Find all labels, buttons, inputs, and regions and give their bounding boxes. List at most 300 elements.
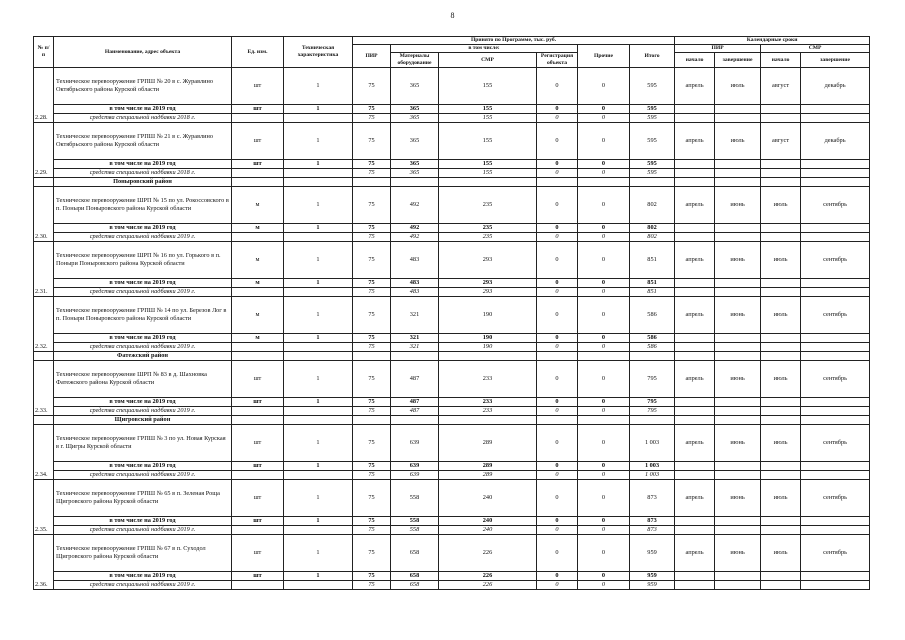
cell-pir: 75 [353,242,391,279]
cell-materials: 658 [391,581,439,590]
page-number: 8 [450,11,455,20]
header-accepted: Принято по Программе, тыс. руб. [353,37,675,45]
cell-pir: 75 [353,233,391,242]
cell-pir: 75 [353,572,391,581]
row-number: 2.35. [34,480,54,535]
cell-tech: 1 [284,105,353,114]
row-number: 2.34. [34,425,54,480]
cell-tech [284,526,353,535]
cell-total: 959 [630,581,675,590]
cell-pir-end: июль [715,123,761,160]
cell-unit: шт [232,480,284,517]
empty-cell [675,169,715,178]
cell-total: 795 [630,407,675,416]
row-number: 2.28. [34,68,54,123]
table-row-sub [34,398,870,407]
empty-cell [675,334,715,343]
cell-tech [284,233,353,242]
cell-unit: шт [232,572,284,581]
empty-cell [284,416,353,425]
cell-reg: 0 [537,398,578,407]
cell-total: 959 [630,572,675,581]
cell-unit: м [232,334,284,343]
empty-cell [801,572,870,581]
cell-smr-start: июль [761,480,801,517]
cell-total: 595 [630,169,675,178]
header-calendar: Календарные сроки [675,37,870,45]
cell-materials: 365 [391,160,439,169]
empty-cell [715,416,761,425]
cell-reg: 0 [537,361,578,398]
empty-cell [761,581,801,590]
cell-other: 0 [578,233,630,242]
funding-label: средства специальной надбавки 2019 г. [54,581,232,590]
cell-smr: 235 [439,233,537,242]
district-name: Щигровский район [54,416,232,425]
empty-cell [715,407,761,416]
empty-cell [232,178,284,187]
header-row-1 [34,37,870,45]
empty-cell [801,352,870,361]
table-row-fund [34,343,870,352]
empty-cell [675,526,715,535]
cell-pir-start: апрель [675,187,715,224]
cell-smr: 293 [439,279,537,288]
cell-tech: 1 [284,123,353,160]
cell-materials: 321 [391,297,439,334]
object-name: Техническое перевооружение ШРП № 15 по ул. Рокоссовского в п. Поныри Поныровского района Курской области [54,187,232,224]
cell-reg: 0 [537,242,578,279]
empty-cell [715,398,761,407]
row-number-empty [34,178,54,187]
empty-cell [801,462,870,471]
cell-pir-start: апрель [675,480,715,517]
cell-unit [232,407,284,416]
empty-cell [801,581,870,590]
cell-other: 0 [578,361,630,398]
cell-pir: 75 [353,517,391,526]
cell-reg: 0 [537,187,578,224]
table-row-fund [34,526,870,535]
empty-cell [675,224,715,233]
cell-smr: 233 [439,407,537,416]
empty-cell [761,343,801,352]
cell-other: 0 [578,535,630,572]
cell-smr-start: июль [761,535,801,572]
cell-total: 851 [630,279,675,288]
empty-cell [801,471,870,480]
cell-other: 0 [578,407,630,416]
empty-cell [675,288,715,297]
cell-other: 0 [578,242,630,279]
empty-cell [801,416,870,425]
cell-smr-start: август [761,123,801,160]
empty-cell [353,416,391,425]
cell-pir-start: апрель [675,123,715,160]
cell-tech [284,407,353,416]
object-name: Техническое перевооружение ГРПШ № 14 по ул. Березов Лог в п. Поныри Поныровского района Курской области [54,297,232,334]
table-row-main [34,361,870,398]
header-pir-start: начало [675,53,715,68]
cell-unit: шт [232,517,284,526]
table-row-main [34,480,870,517]
table-row-fund [34,169,870,178]
cell-materials: 639 [391,471,439,480]
cell-pir: 75 [353,114,391,123]
cell-pir: 75 [353,288,391,297]
cell-smr-end: сентябрь [801,480,870,517]
cell-smr-start: июль [761,242,801,279]
cell-pir: 75 [353,425,391,462]
cell-reg: 0 [537,343,578,352]
cell-reg: 0 [537,123,578,160]
cell-materials: 558 [391,526,439,535]
header-total: Итого [630,45,675,68]
cell-pir-end: июнь [715,480,761,517]
empty-cell [801,105,870,114]
cell-materials: 483 [391,288,439,297]
cell-pir-end: июнь [715,361,761,398]
cell-materials: 365 [391,123,439,160]
cell-unit: шт [232,123,284,160]
empty-cell [675,581,715,590]
cell-total: 851 [630,242,675,279]
cell-smr: 226 [439,572,537,581]
year-subtotal-label: в том числе на 2019 год [54,105,232,114]
cell-other: 0 [578,398,630,407]
cell-total: 586 [630,343,675,352]
empty-cell [801,407,870,416]
object-name: Техническое перевооружение ШРП № 16 по ул. Горького в п. Поныри Поныровского района Курской области [54,242,232,279]
table-row-main [34,187,870,224]
program-table [33,36,870,590]
district-name: Поныровский район [54,178,232,187]
cell-materials: 558 [391,480,439,517]
cell-tech: 1 [284,480,353,517]
empty-cell [761,462,801,471]
cell-reg: 0 [537,517,578,526]
cell-smr: 293 [439,242,537,279]
table-row-fund [34,233,870,242]
cell-smr: 240 [439,480,537,517]
cell-other: 0 [578,572,630,581]
table-row-fund [34,114,870,123]
cell-smr: 155 [439,123,537,160]
cell-reg: 0 [537,169,578,178]
empty-cell [391,416,439,425]
cell-unit [232,288,284,297]
object-name: Техническое перевооружение ГРПШ № 20 в с. Журавлино Октябрьского района Курской области [54,68,232,105]
empty-cell [761,169,801,178]
header-incl: в том числе: [391,45,578,53]
cell-pir: 75 [353,224,391,233]
cell-smr: 240 [439,526,537,535]
year-subtotal-label: в том числе на 2019 год [54,279,232,288]
object-name: Техническое перевооружение ГРПШ № 67 в п. Суходол Щигровского района Курской области [54,535,232,572]
cell-other: 0 [578,517,630,526]
cell-total: 959 [630,535,675,572]
cell-smr-end: сентябрь [801,535,870,572]
empty-cell [537,178,578,187]
empty-cell [630,178,675,187]
cell-other: 0 [578,114,630,123]
cell-smr-end: сентябрь [801,187,870,224]
cell-tech: 1 [284,160,353,169]
cell-smr: 233 [439,398,537,407]
cell-pir-end: июнь [715,297,761,334]
cell-unit [232,343,284,352]
empty-cell [715,471,761,480]
cell-pir: 75 [353,535,391,572]
cell-smr: 235 [439,187,537,224]
empty-cell [761,352,801,361]
header-name: Наименование, адрес объекта [54,37,232,68]
table-row-main [34,297,870,334]
cell-smr-end: сентябрь [801,242,870,279]
year-subtotal-label: в том числе на 2019 год [54,160,232,169]
table-row-main [34,68,870,105]
cell-unit [232,581,284,590]
empty-cell [675,343,715,352]
empty-cell [761,160,801,169]
table-row-fund [34,288,870,297]
empty-cell [715,572,761,581]
empty-cell [391,352,439,361]
empty-cell [801,343,870,352]
cell-materials: 487 [391,407,439,416]
empty-cell [675,352,715,361]
cell-pir: 75 [353,297,391,334]
year-subtotal-label: в том числе на 2019 год [54,462,232,471]
empty-cell [761,288,801,297]
cell-reg: 0 [537,68,578,105]
cell-smr: 235 [439,224,537,233]
row-number: 2.36. [34,535,54,590]
table-row-sub [34,279,870,288]
cell-materials: 321 [391,334,439,343]
cell-tech: 1 [284,535,353,572]
cell-smr-start: июль [761,297,801,334]
cell-pir: 75 [353,343,391,352]
funding-label: средства специальной надбавки 2018 г. [54,114,232,123]
cell-smr: 190 [439,297,537,334]
cell-tech: 1 [284,462,353,471]
cell-other: 0 [578,279,630,288]
empty-cell [761,233,801,242]
cell-materials: 483 [391,242,439,279]
table-body [34,37,870,590]
cell-other: 0 [578,224,630,233]
table-row-sub [34,105,870,114]
cell-smr: 155 [439,169,537,178]
cell-pir-end: июнь [715,535,761,572]
empty-cell [675,572,715,581]
cell-other: 0 [578,334,630,343]
header-num: № п/п [34,37,54,68]
cell-tech: 1 [284,224,353,233]
cell-total: 586 [630,334,675,343]
cell-pir-end: июнь [715,242,761,279]
cell-pir: 75 [353,68,391,105]
empty-cell [761,398,801,407]
empty-cell [801,517,870,526]
cell-pir: 75 [353,398,391,407]
row-number: 2.29. [34,123,54,178]
cell-tech: 1 [284,572,353,581]
empty-cell [801,526,870,535]
cell-materials: 365 [391,68,439,105]
cell-unit: м [232,242,284,279]
cell-unit [232,169,284,178]
cell-smr: 155 [439,160,537,169]
empty-cell [675,407,715,416]
empty-cell [761,407,801,416]
cell-reg: 0 [537,224,578,233]
cell-reg: 0 [537,160,578,169]
funding-label: средства специальной надбавки 2018 г. [54,169,232,178]
empty-cell [715,224,761,233]
empty-cell [801,160,870,169]
header-smr-start: начало [761,53,801,68]
empty-cell [801,178,870,187]
year-subtotal-label: в том числе на 2019 год [54,398,232,407]
empty-cell [537,352,578,361]
cell-total: 795 [630,361,675,398]
cell-smr-start: июль [761,425,801,462]
row-number-empty [34,416,54,425]
funding-label: средства специальной надбавки 2019 г. [54,343,232,352]
cell-tech: 1 [284,68,353,105]
cell-smr-start: август [761,68,801,105]
table-row-district [34,178,870,187]
funding-label: средства специальной надбавки 2019 г. [54,471,232,480]
empty-cell [761,471,801,480]
funding-label: средства специальной надбавки 2019 г. [54,288,232,297]
cell-reg: 0 [537,407,578,416]
cell-smr: 226 [439,581,537,590]
empty-cell [715,169,761,178]
cell-reg: 0 [537,105,578,114]
cell-other: 0 [578,105,630,114]
empty-cell [715,526,761,535]
cell-unit [232,526,284,535]
empty-cell [761,279,801,288]
empty-cell [801,334,870,343]
cell-pir-end: июнь [715,425,761,462]
empty-cell [284,178,353,187]
empty-cell [578,178,630,187]
cell-smr-end: сентябрь [801,425,870,462]
cell-reg: 0 [537,334,578,343]
cell-materials: 492 [391,233,439,242]
cell-reg: 0 [537,462,578,471]
cell-other: 0 [578,526,630,535]
cell-smr: 155 [439,105,537,114]
empty-cell [630,416,675,425]
cell-pir: 75 [353,123,391,160]
empty-cell [284,352,353,361]
cell-total: 1 003 [630,462,675,471]
cell-total: 851 [630,288,675,297]
cell-unit: шт [232,398,284,407]
empty-cell [675,279,715,288]
cell-pir: 75 [353,334,391,343]
empty-cell [761,114,801,123]
cell-tech [284,114,353,123]
cell-smr-end: декабрь [801,68,870,105]
cell-reg: 0 [537,572,578,581]
cell-tech: 1 [284,242,353,279]
empty-cell [353,178,391,187]
cell-pir: 75 [353,407,391,416]
empty-cell [715,233,761,242]
header-other: Прочие [578,45,630,68]
cell-total: 595 [630,123,675,160]
empty-cell [801,224,870,233]
empty-cell [353,352,391,361]
empty-cell [801,398,870,407]
cell-pir: 75 [353,279,391,288]
empty-cell [801,169,870,178]
cell-pir-start: апрель [675,242,715,279]
cell-reg: 0 [537,471,578,480]
empty-cell [761,224,801,233]
cell-pir: 75 [353,526,391,535]
cell-pir-end: июнь [715,187,761,224]
cell-pir: 75 [353,480,391,517]
cell-other: 0 [578,187,630,224]
empty-cell [439,352,537,361]
cell-pir: 75 [353,105,391,114]
table-row-fund [34,407,870,416]
cell-other: 0 [578,68,630,105]
cell-total: 595 [630,160,675,169]
cell-materials: 639 [391,462,439,471]
empty-cell [675,471,715,480]
funding-label: средства специальной надбавки 2019 г. [54,526,232,535]
row-number-empty [34,352,54,361]
cell-total: 1 003 [630,425,675,462]
cell-total: 795 [630,398,675,407]
cell-materials: 658 [391,535,439,572]
cell-pir-end: июль [715,68,761,105]
cell-smr-start: июль [761,361,801,398]
cell-smr: 190 [439,343,537,352]
cell-materials: 321 [391,343,439,352]
cell-reg: 0 [537,535,578,572]
cell-reg: 0 [537,425,578,462]
cell-pir-start: апрель [675,297,715,334]
cell-unit: м [232,297,284,334]
cell-reg: 0 [537,288,578,297]
empty-cell [761,105,801,114]
cell-smr: 233 [439,361,537,398]
cell-tech [284,288,353,297]
cell-unit [232,114,284,123]
cell-unit: шт [232,535,284,572]
cell-total: 873 [630,517,675,526]
header-pir: ПИР [353,45,391,68]
cell-unit: м [232,187,284,224]
cell-smr: 155 [439,114,537,123]
empty-cell [630,352,675,361]
empty-cell [675,178,715,187]
cell-tech: 1 [284,425,353,462]
cell-total: 802 [630,224,675,233]
cell-pir-start: апрель [675,535,715,572]
empty-cell [675,517,715,526]
cell-unit: шт [232,160,284,169]
